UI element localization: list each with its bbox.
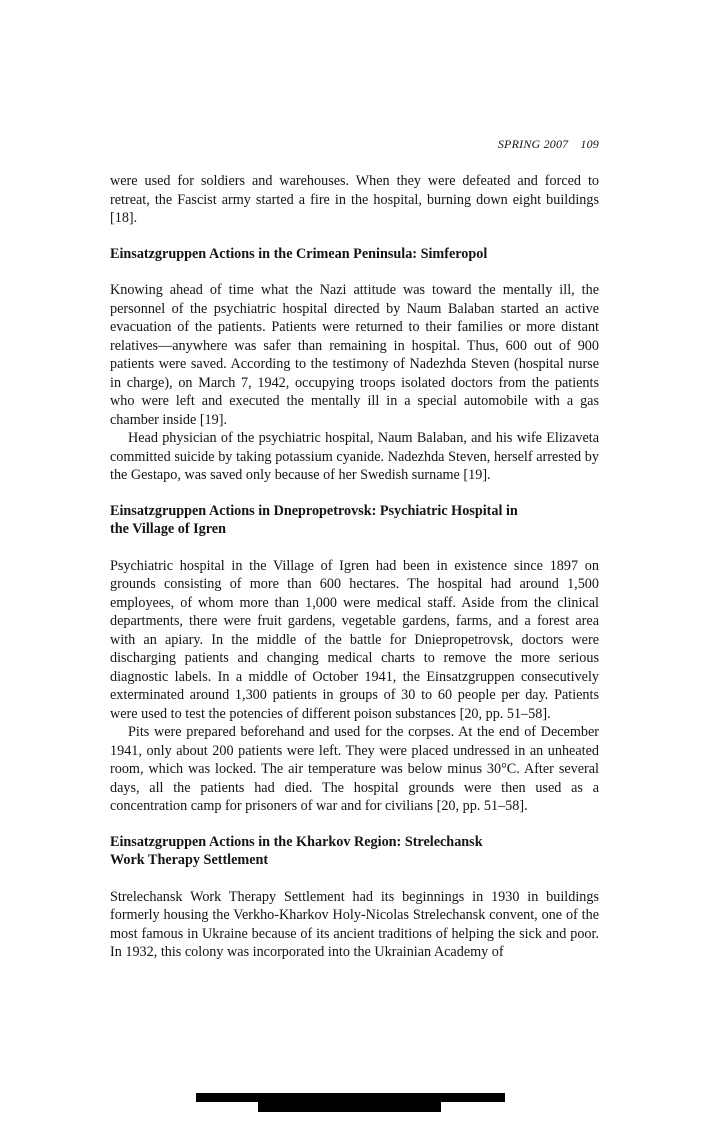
section-heading-simferopol: Einsatzgruppen Actions in the Crimean Peninsula: Simferopol (110, 245, 488, 262)
heading-line: the Village of Igren (110, 521, 226, 537)
running-head (110, 137, 599, 151)
running-title: SPRING 2007 (497, 137, 569, 151)
section-heading-kharkov (110, 833, 599, 870)
paragraph-strelechansk: Strelechansk Work Therapy Settlement had its beginnings in 1930 in buildings formerly housing the Verkho-Kharkov Holy-Nicolas Strelechansk convent, one of the most famous in Ukraine because of its ancient traditions of helping the sick and poor. In 1932, this colony was incorporated into the Ukrainian Academy of (110, 888, 599, 960)
heading-line: Work Therapy Settlement (110, 852, 269, 868)
article-body (110, 172, 599, 962)
paragraph-continued: were used for soldiers and warehouses. When they were defeated and forced to retreat, the Fascist army started a fire in the hospital, burning down eight buildings [18]. (110, 173, 599, 226)
footer-redaction-bar-lower (258, 1100, 441, 1112)
heading-line: Einsatzgruppen Actions in the Kharkov Region: Strelechansk (110, 833, 483, 850)
paragraph-igren-2: Pits were prepared beforehand and used for the corpses. At the end of December 1941, only about 200 patients were left. They were placed undressed in an unheated room, which was locked. The air temperature was below minus 30°C. After several days, all the patients had died. The hospital grounds were then used as a concentration camp for prisoners of war and for civilians [20, pp. 51–58]. (110, 724, 599, 814)
section-heading-dnepropetrovsk (110, 502, 599, 539)
paragraph-igren-1: Psychiatric hospital in the Village of Igren had been in existence since 1897 on grounds consisting of more than 600 hectares. The hospital had around 1,500 employees, of whom more than 1,000 were medical staff. Aside from the clinical departments, there were fruit gardens, vegetable gardens, farms, and a forest area with an apiary. In the middle of the battle for Dniepropetrovsk, doctors were discharging patients and changing medical charts to remove the more serious diagnostic labels. In a middle of October 1941, the Einsatzgruppen consecutively exterminated around 1,300 patients in groups of 30 to 60 people per day. Patients were used to test the potencies of different poison substances [20, pp. 51–58]. (110, 557, 599, 722)
page-number: 109 (580, 137, 599, 151)
paragraph-simferopol-2: Head physician of the psychiatric hospital, Naum Balaban, and his wife Elizaveta committed suicide by taking potassium cyanide. Nadezhda Steven, herself arrested by the Gestapo, was saved only because of her Swedish surname [19]. (110, 430, 599, 483)
heading-line: Einsatzgruppen Actions in Dnepropetrovsk: Psychiatric Hospital in (110, 502, 518, 519)
paragraph-simferopol-1: Knowing ahead of time what the Nazi attitude was toward the mentally ill, the personnel of the psychiatric hospital directed by Naum Balaban started an active evacuation of the patients. Patients were returned to their families or more distant relatives—anywhere was safer than remaining in hospital. Thus, 600 out of 900 patients were saved. According to the testimony of Nadezhda Steven (hospital nurse in charge), on March 7, 1942, occupying troops isolated doctors from the patients who were left and executed the mentally ill in a special automobile with a gas chamber inside [19]. (110, 282, 599, 428)
